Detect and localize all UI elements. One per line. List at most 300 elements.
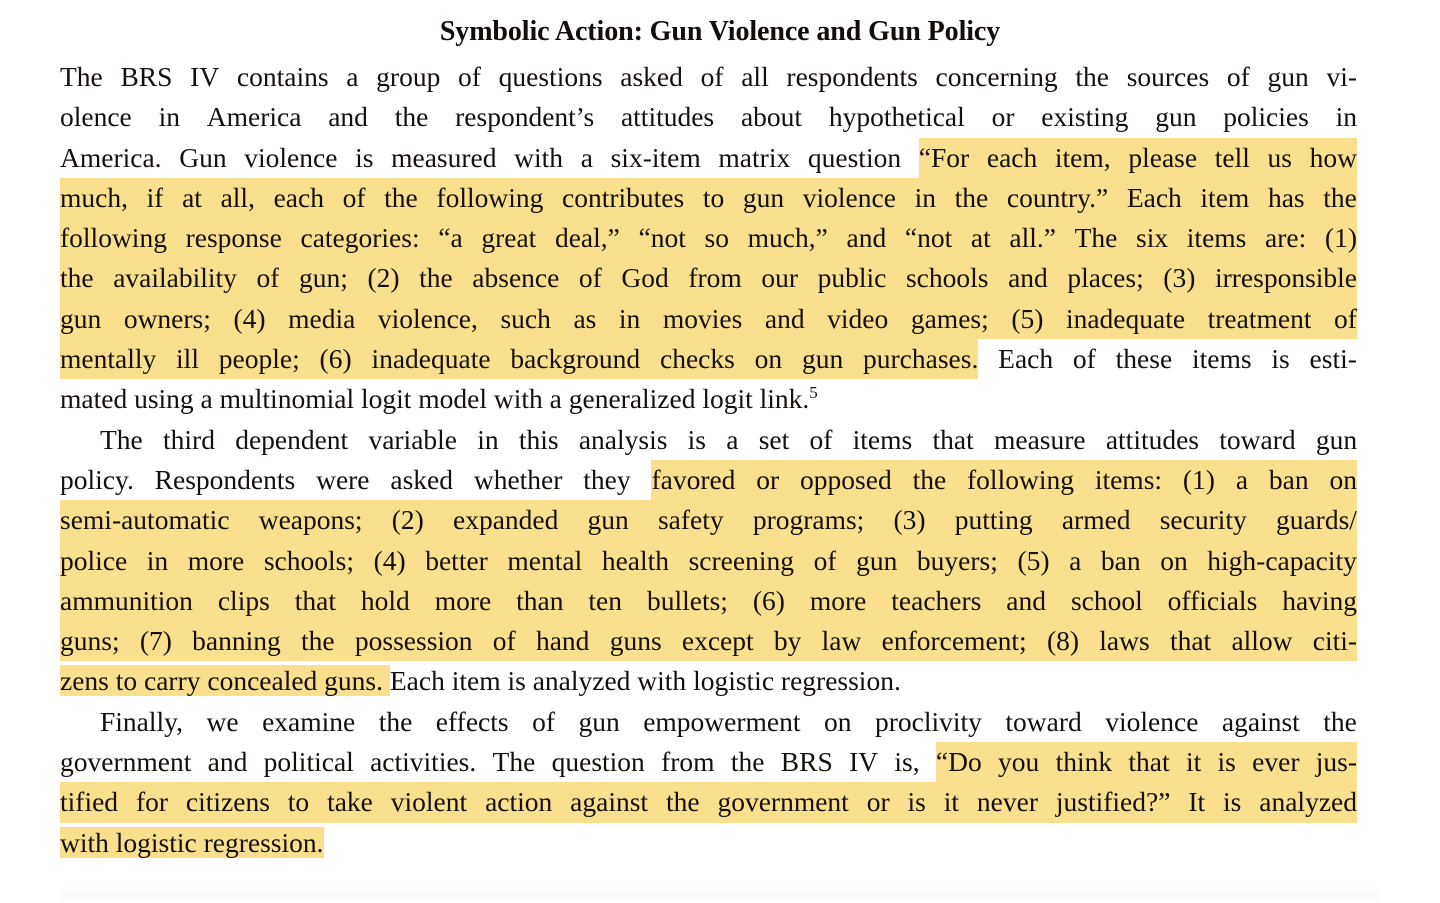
word: from (661, 746, 715, 778)
word: The (1075, 218, 1118, 258)
word: armed (1062, 500, 1131, 540)
word: (6) (320, 339, 352, 379)
word: the (913, 460, 947, 500)
word: much,” (748, 218, 828, 258)
word: video (827, 299, 888, 339)
word: regression. (780, 665, 901, 697)
word-space (888, 299, 911, 339)
word: olence (60, 101, 132, 133)
word: background (510, 339, 640, 379)
word-space (355, 702, 378, 742)
word: policy. (60, 463, 134, 495)
word: us (1268, 138, 1292, 178)
word-space (667, 420, 687, 460)
word: our (761, 258, 798, 298)
word: measure (993, 423, 1086, 455)
word: (4) (374, 541, 406, 581)
word: much, (60, 178, 128, 218)
word-space (620, 218, 639, 258)
document-page (0, 12, 1440, 903)
word: banning (192, 621, 281, 661)
word-space (516, 621, 536, 661)
word: in (1335, 101, 1357, 133)
word: gun (60, 299, 101, 339)
word: with (493, 383, 550, 415)
word-space (981, 581, 1006, 621)
paragraph-3 (60, 702, 1356, 863)
word: favored (651, 460, 735, 500)
word: generalized (568, 383, 703, 415)
word: each (987, 138, 1037, 178)
word-space (406, 541, 426, 581)
word: in (619, 299, 640, 339)
word-space (1309, 97, 1336, 137)
word-space (1292, 138, 1310, 178)
word-space (897, 541, 917, 581)
word: a (726, 423, 739, 455)
word-space (227, 138, 245, 178)
word-space (754, 621, 774, 661)
word: in (477, 423, 499, 455)
word: activities. (370, 746, 477, 778)
word: deal,” (555, 218, 620, 258)
word-space (172, 621, 192, 661)
word: The (100, 423, 143, 455)
word: all, (221, 178, 255, 218)
word: a (346, 61, 359, 92)
word: with (514, 141, 564, 173)
word-space (843, 339, 863, 379)
word-space (782, 339, 802, 379)
word-space (167, 218, 186, 258)
word-space (1252, 339, 1272, 379)
word-space (622, 581, 647, 621)
word-space (1015, 97, 1042, 137)
word-space (629, 500, 658, 540)
word-space (1246, 218, 1265, 258)
word-space (551, 299, 574, 339)
word-space (1079, 621, 1099, 661)
word: treatment (1208, 299, 1312, 339)
word: analyzed (532, 665, 638, 697)
word-space (965, 97, 992, 137)
word: think (1056, 742, 1113, 782)
word: God (621, 258, 668, 298)
word-space (1172, 339, 1192, 379)
word-space (1199, 420, 1219, 460)
word-space (191, 742, 207, 782)
word: by (774, 621, 802, 661)
word-space (596, 299, 619, 339)
word: a (549, 383, 569, 415)
word-space (735, 460, 756, 500)
word-space (239, 702, 262, 742)
word-space (1236, 742, 1252, 782)
text-line (60, 57, 1357, 97)
word: this (518, 423, 559, 455)
word-space (978, 339, 998, 379)
word: Finally, (100, 705, 184, 737)
word: regression. (203, 826, 324, 858)
word: except (682, 621, 754, 661)
word-space (1205, 782, 1223, 822)
word-space (1300, 742, 1316, 782)
word-space (918, 57, 936, 97)
word-space (366, 178, 385, 218)
word: and (207, 746, 248, 778)
word-space (354, 742, 370, 782)
word: asked (620, 61, 683, 92)
word: allow (1231, 621, 1292, 661)
word: laws (1099, 621, 1149, 661)
word-space (1209, 57, 1227, 97)
word-space (373, 138, 391, 178)
word: Each (389, 665, 452, 697)
word-space (684, 178, 703, 218)
word: “a (438, 218, 462, 258)
word-space (410, 581, 435, 621)
word-space (594, 97, 621, 137)
word: a (580, 141, 593, 173)
text-line (60, 97, 1357, 137)
word-space (1201, 742, 1217, 782)
word: following (436, 178, 543, 218)
word-space (1241, 782, 1259, 822)
word: sources (1126, 61, 1210, 92)
word: the (301, 621, 335, 661)
word-space (1185, 299, 1208, 339)
word-space (1170, 782, 1188, 822)
word: the (60, 258, 94, 298)
word-space (602, 258, 622, 298)
word: hypothetical (828, 101, 965, 133)
text-line (60, 420, 1357, 460)
word: how (1310, 138, 1357, 178)
word: on (1329, 460, 1357, 500)
word: in (915, 178, 936, 218)
word-space (309, 782, 327, 822)
word: gun (588, 500, 629, 540)
word: “Do (936, 742, 982, 782)
word-space (120, 621, 140, 661)
word: items: (1095, 460, 1162, 500)
word-space (355, 299, 378, 339)
paragraph-indent (60, 420, 100, 460)
word: political (263, 746, 354, 778)
word: all.” (1009, 218, 1056, 258)
word-space (1039, 742, 1055, 782)
word: measured (391, 141, 497, 173)
word: (2) (392, 500, 424, 540)
word: logit (360, 383, 419, 415)
footnote-marker: 5 (809, 383, 818, 403)
word-space (457, 420, 477, 460)
word-space (833, 742, 849, 782)
word: and (846, 218, 886, 258)
word-space (300, 339, 320, 379)
word-space (134, 460, 155, 500)
word-space (648, 782, 666, 822)
word: a (200, 383, 220, 415)
text-line (60, 702, 1357, 742)
word: or (991, 101, 1015, 133)
word: America (206, 101, 302, 133)
word: screening (689, 541, 794, 581)
text-line (60, 500, 1357, 540)
word-space (1309, 460, 1330, 500)
word-space (1109, 57, 1127, 97)
word-space (168, 782, 186, 822)
word-space (219, 57, 237, 97)
word: inadequate (1066, 299, 1185, 339)
word: ten (588, 581, 622, 621)
word: than (516, 581, 563, 621)
word-space (118, 782, 136, 822)
word: we (206, 705, 239, 737)
word: officials (1168, 581, 1258, 621)
word-space (728, 581, 753, 621)
word: items (1187, 218, 1247, 258)
word: has (1268, 178, 1305, 218)
word-space (952, 218, 971, 258)
word: never (977, 782, 1038, 822)
word: as (573, 299, 596, 339)
word-space (991, 218, 1010, 258)
word: effects (435, 705, 509, 737)
word-space (1296, 420, 1316, 460)
word: you (998, 742, 1039, 782)
text-line (60, 178, 1357, 218)
word: group (376, 61, 441, 92)
word: and (765, 299, 805, 339)
word-space (742, 258, 762, 298)
word-space (563, 138, 581, 178)
word-space (202, 178, 221, 218)
word-space (558, 500, 587, 540)
word: more (188, 541, 245, 581)
word: the (1323, 705, 1357, 737)
word: respondent’s (455, 101, 595, 133)
page-bottom-edge (60, 885, 1380, 903)
word-space (329, 57, 347, 97)
word: asked (390, 463, 453, 495)
word: of (1226, 61, 1250, 92)
word-space (901, 138, 919, 178)
word: link. (759, 383, 810, 415)
word-space (420, 218, 439, 258)
word-space (802, 97, 829, 137)
word: analysis (578, 423, 668, 455)
word: were (316, 463, 370, 495)
word-space (959, 782, 977, 822)
word: whether (473, 463, 563, 495)
word: toward (1005, 705, 1082, 737)
word-space (211, 299, 234, 339)
word: citi- (1313, 621, 1357, 661)
word: owners; (124, 299, 211, 339)
word-space (794, 541, 814, 581)
word-space (724, 178, 743, 218)
word-space (348, 258, 368, 298)
word-space (988, 258, 1008, 298)
word-space (282, 218, 301, 258)
paragraph-indent (60, 702, 100, 742)
word: of (256, 258, 279, 298)
word: bullets; (647, 581, 728, 621)
text-line (60, 460, 1357, 500)
word: (2) (367, 258, 399, 298)
text-line (60, 621, 1357, 661)
word: questions (498, 61, 603, 92)
word-space (1250, 138, 1268, 178)
word: of (814, 541, 837, 581)
word: possession (355, 621, 473, 661)
word: is (1223, 782, 1241, 822)
word-space (1111, 138, 1129, 178)
word: with (637, 665, 694, 697)
word-space (798, 258, 818, 298)
word: violence, (378, 299, 478, 339)
word: using (134, 383, 201, 415)
word-space (805, 299, 828, 339)
word-space (270, 581, 295, 621)
word: a (1069, 541, 1081, 581)
word: The (492, 746, 536, 778)
word: respondents (786, 61, 918, 92)
word-space (735, 339, 755, 379)
word-space (1027, 621, 1047, 661)
word: violence (244, 141, 338, 173)
word: gun (578, 705, 620, 737)
word: (1) (1183, 460, 1215, 500)
word: mentally (60, 339, 156, 379)
word-space (974, 420, 994, 460)
word: ammunition (60, 581, 193, 621)
text-line (60, 218, 1357, 258)
word-space (400, 258, 420, 298)
word: the (955, 178, 989, 218)
word: question (551, 746, 645, 778)
word: logit (702, 383, 760, 415)
word-space (700, 782, 718, 822)
word-space (453, 258, 473, 298)
word: gun (1267, 61, 1309, 92)
word-space (1050, 541, 1070, 581)
word: purchases. (863, 339, 978, 379)
word-space (1108, 178, 1127, 218)
word-space (1144, 258, 1164, 298)
word: six-item (610, 141, 701, 173)
word: high-capacity (1207, 541, 1357, 581)
word: is (1218, 742, 1236, 782)
word: IV (190, 61, 220, 92)
word: contributes (562, 178, 684, 218)
word-space (926, 782, 944, 822)
word: in (158, 101, 180, 133)
word-space (715, 742, 731, 782)
word-space (866, 581, 891, 621)
word-space (593, 138, 611, 178)
word-space (1170, 742, 1186, 782)
word-space (1046, 581, 1071, 621)
word-space (1082, 702, 1105, 742)
text-line (60, 258, 1357, 298)
word-space (1293, 621, 1313, 661)
word-space (363, 500, 392, 540)
text-line (60, 379, 1356, 419)
word: guns; (60, 621, 120, 661)
word-space (1058, 57, 1076, 97)
word: irresponsible (1215, 258, 1357, 298)
word: with (60, 826, 116, 858)
word: government (717, 782, 848, 822)
word: Each (998, 343, 1054, 375)
word: ban (1269, 460, 1309, 500)
word-space (864, 500, 893, 540)
word: great (481, 218, 536, 258)
word: school (1071, 581, 1143, 621)
word-space (424, 500, 453, 540)
word: gun (1315, 423, 1358, 455)
word: ever (1252, 742, 1299, 782)
word-space (946, 460, 967, 500)
word-space (926, 500, 955, 540)
word-space (266, 299, 289, 339)
word: (7) (140, 621, 172, 661)
word-space (559, 420, 579, 460)
word-space (1290, 339, 1310, 379)
word-space (640, 299, 663, 339)
word: It (1188, 782, 1205, 822)
word-space (724, 500, 753, 540)
word: security (1160, 500, 1247, 540)
word: guns (610, 621, 662, 661)
word-space (279, 258, 299, 298)
word: from (688, 258, 741, 298)
word: attitudes (1105, 423, 1200, 455)
word: following (60, 218, 167, 258)
word-space (1306, 218, 1325, 258)
word: item (451, 665, 508, 697)
word: people; (219, 339, 300, 379)
word-space (244, 541, 264, 581)
word-space (335, 621, 355, 661)
word-space (128, 178, 147, 218)
word: citizens (186, 782, 270, 822)
word: buyers; (917, 541, 998, 581)
word-space (491, 581, 516, 621)
word: variable (368, 423, 457, 455)
word: the (384, 178, 418, 218)
word-space (861, 621, 881, 661)
word: the (394, 101, 429, 133)
word: multinomial (219, 383, 361, 415)
word: putting (955, 500, 1033, 540)
word-space (337, 138, 355, 178)
word: set (758, 423, 790, 455)
word-space (988, 178, 1007, 218)
word-space (1249, 178, 1268, 218)
word-space (878, 742, 894, 782)
word-space (620, 702, 643, 742)
word: places; (1067, 258, 1143, 298)
word: vi- (1326, 61, 1358, 92)
word-space (162, 138, 180, 178)
word: all (741, 61, 769, 92)
word-space (1081, 541, 1101, 581)
word-space (801, 621, 821, 661)
word-space (247, 742, 263, 782)
